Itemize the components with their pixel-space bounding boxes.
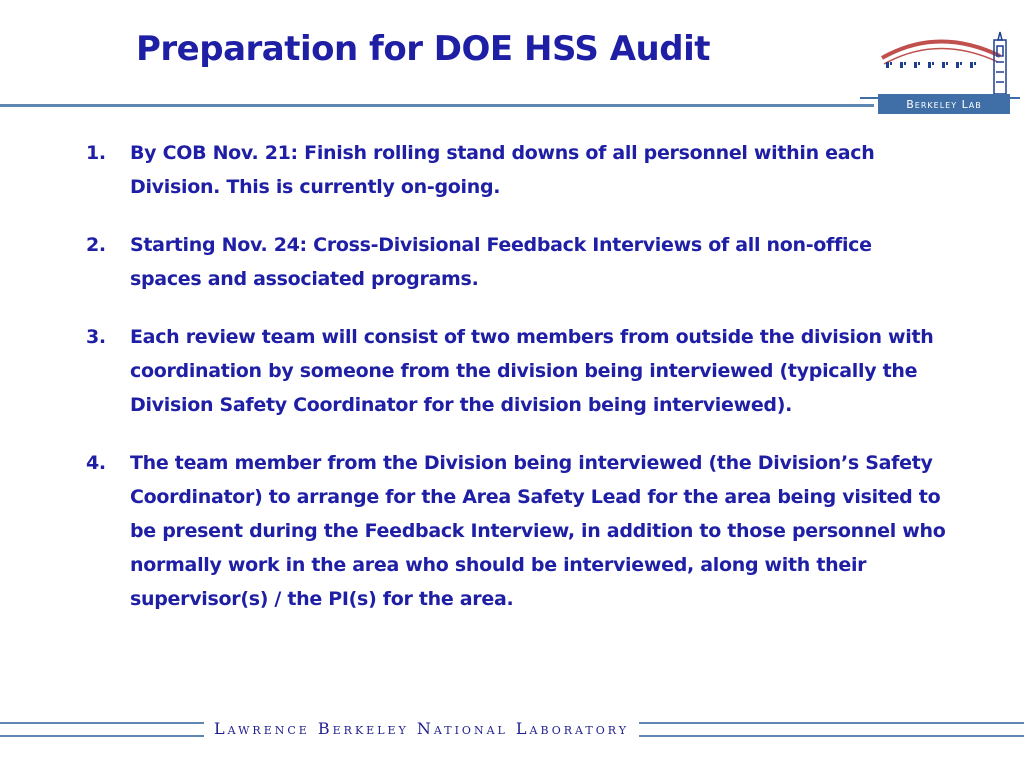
list-item-text: By COB Nov. 21: Finish rolling stand downs of all personnel within each Division. This is currently on-going. — [130, 142, 875, 198]
list-item-number: 2. — [86, 234, 106, 256]
list-item — [86, 446, 946, 616]
list-item-number: 3. — [86, 326, 106, 348]
slide-title: Preparation for DOE HSS Audit — [136, 29, 710, 69]
list-item-text: The team member from the Division being interviewed (the Division’s Safety Coordinator) to arrange for the Area Safety Lead for the area being visited to be present during the Feedback Interview, in addition to those personnel who normally work in the area who should be interviewed, along with their supervisor(s) / the PI(s) for the area. — [130, 452, 946, 610]
list-item-number: 4. — [86, 452, 106, 474]
title-divider — [0, 104, 874, 107]
list-item — [86, 136, 946, 204]
footer-text: Lawrence Berkeley National Laboratory — [204, 716, 639, 742]
list-item-text: Starting Nov. 24: Cross-Divisional Feedback Interviews of all non-office spaces and associated programs. — [130, 234, 872, 290]
list-item-text: Each review team will consist of two members from outside the division with coordination by someone from the division being interviewed (typically the Division Safety Coordinator for the division being interviewed). — [130, 326, 934, 416]
list-item — [86, 320, 946, 422]
numbered-list — [86, 136, 946, 640]
logo-text: Berkeley Lab — [906, 98, 982, 111]
list-item — [86, 228, 946, 296]
list-item-number: 1. — [86, 142, 106, 164]
